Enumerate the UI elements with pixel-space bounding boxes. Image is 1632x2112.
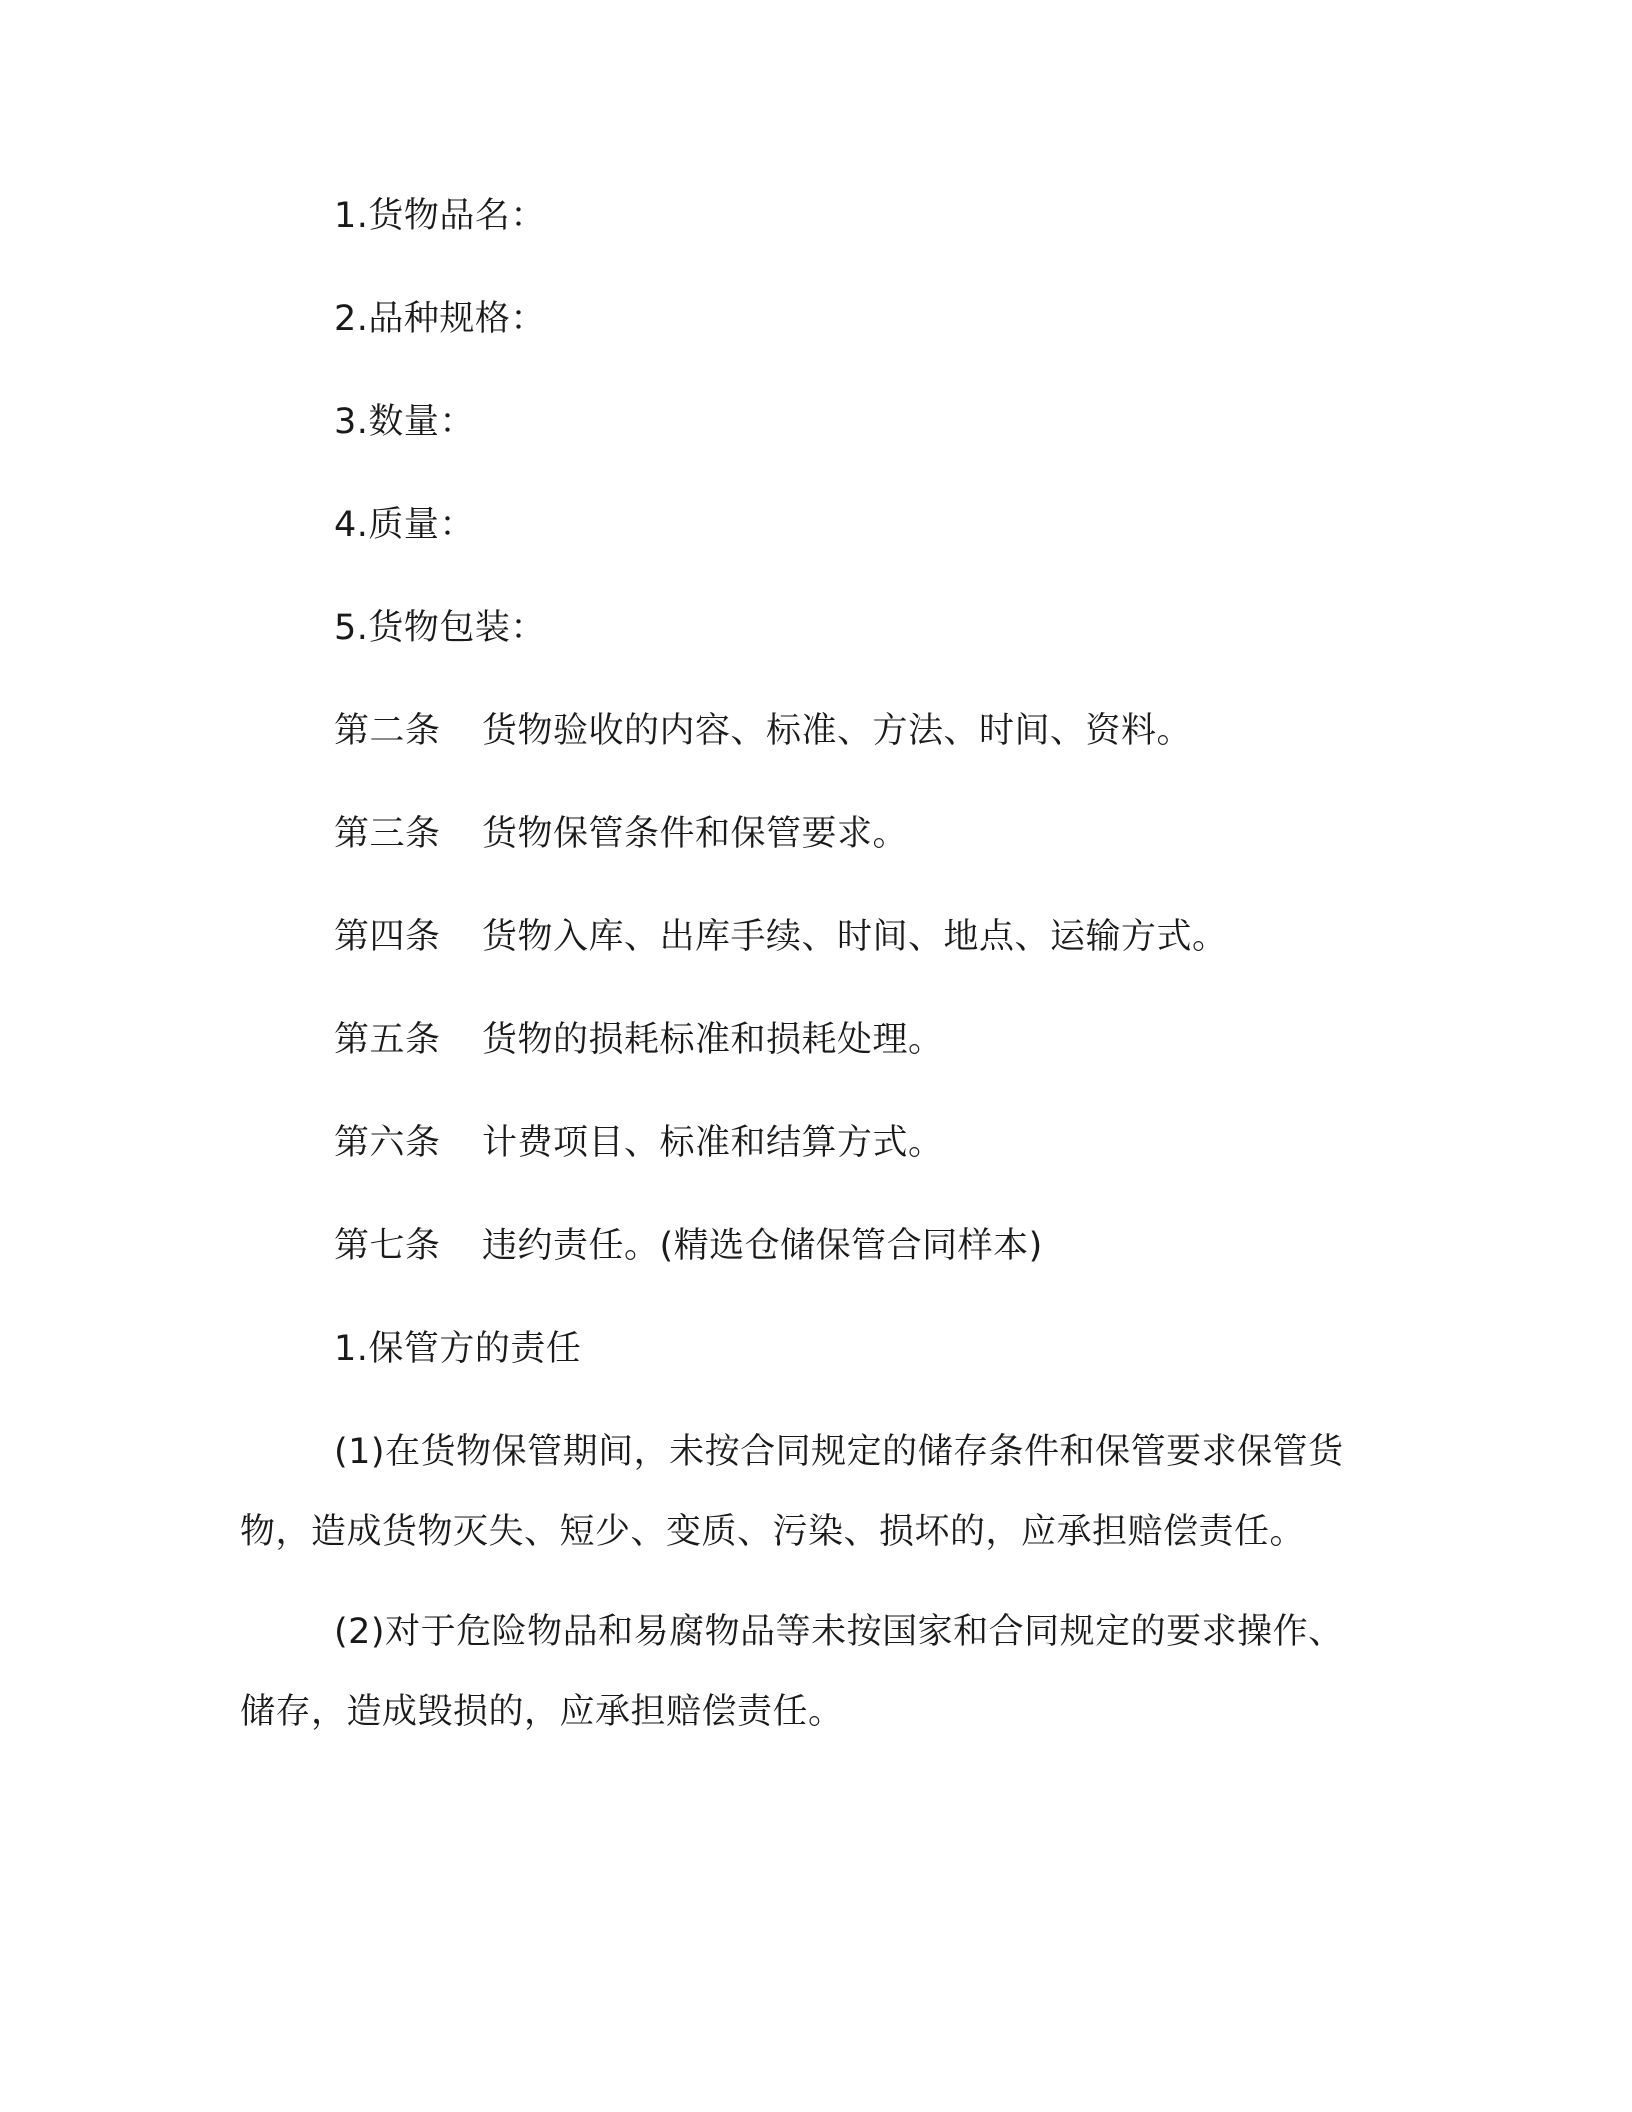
item-quality: 4.质量：: [334, 505, 475, 545]
article-text: 计费项目、标准和结算方式。: [482, 1123, 944, 1163]
article-text: 货物入库、出库手续、时间、地点、运输方式。: [482, 917, 1228, 957]
article-text: 货物的损耗标准和损耗处理。: [482, 1020, 944, 1060]
article-label: 第五条: [334, 1020, 441, 1060]
clause-2-line-1: (2)对于危险物品和易腐物品等未按国家和合同规定的要求操作、: [334, 1612, 1344, 1652]
clause-1-line-1: (1)在货物保管期间，未按合同规定的储存条件和保管要求保管货: [334, 1432, 1344, 1472]
article-5: [334, 1016, 944, 1064]
article-text: 货物保管条件和保管要求。: [482, 814, 909, 854]
article-label: 第四条: [334, 917, 441, 957]
clause-2-line-2: 储存，造成毁损的，应承担赔偿责任。: [240, 1692, 844, 1732]
article-label: 第六条: [334, 1123, 441, 1163]
article-4: [334, 913, 1228, 961]
article-2: [334, 707, 1192, 755]
clause-1-line-2: 物，造成货物灭失、短少、变质、污染、损坏的，应承担赔偿责任。: [240, 1512, 1306, 1552]
item-quantity: 3.数量：: [334, 402, 475, 442]
article-label: 第三条: [334, 814, 441, 854]
item-cargo-name: 1.货物品名：: [334, 196, 546, 236]
article-7: [334, 1222, 1043, 1270]
item-specification: 2.品种规格：: [334, 299, 546, 339]
article-6: [334, 1119, 944, 1167]
article-label: 第二条: [334, 711, 441, 751]
article-text: 货物验收的内容、标准、方法、时间、资料。: [482, 711, 1193, 751]
article-label: 第七条: [334, 1226, 441, 1266]
article-3: [334, 810, 908, 858]
item-packaging: 5.货物包装：: [334, 608, 546, 648]
section-heading: 1.保管方的责任: [334, 1329, 582, 1369]
article-text: 违约责任。(精选仓储保管合同样本): [482, 1226, 1043, 1266]
